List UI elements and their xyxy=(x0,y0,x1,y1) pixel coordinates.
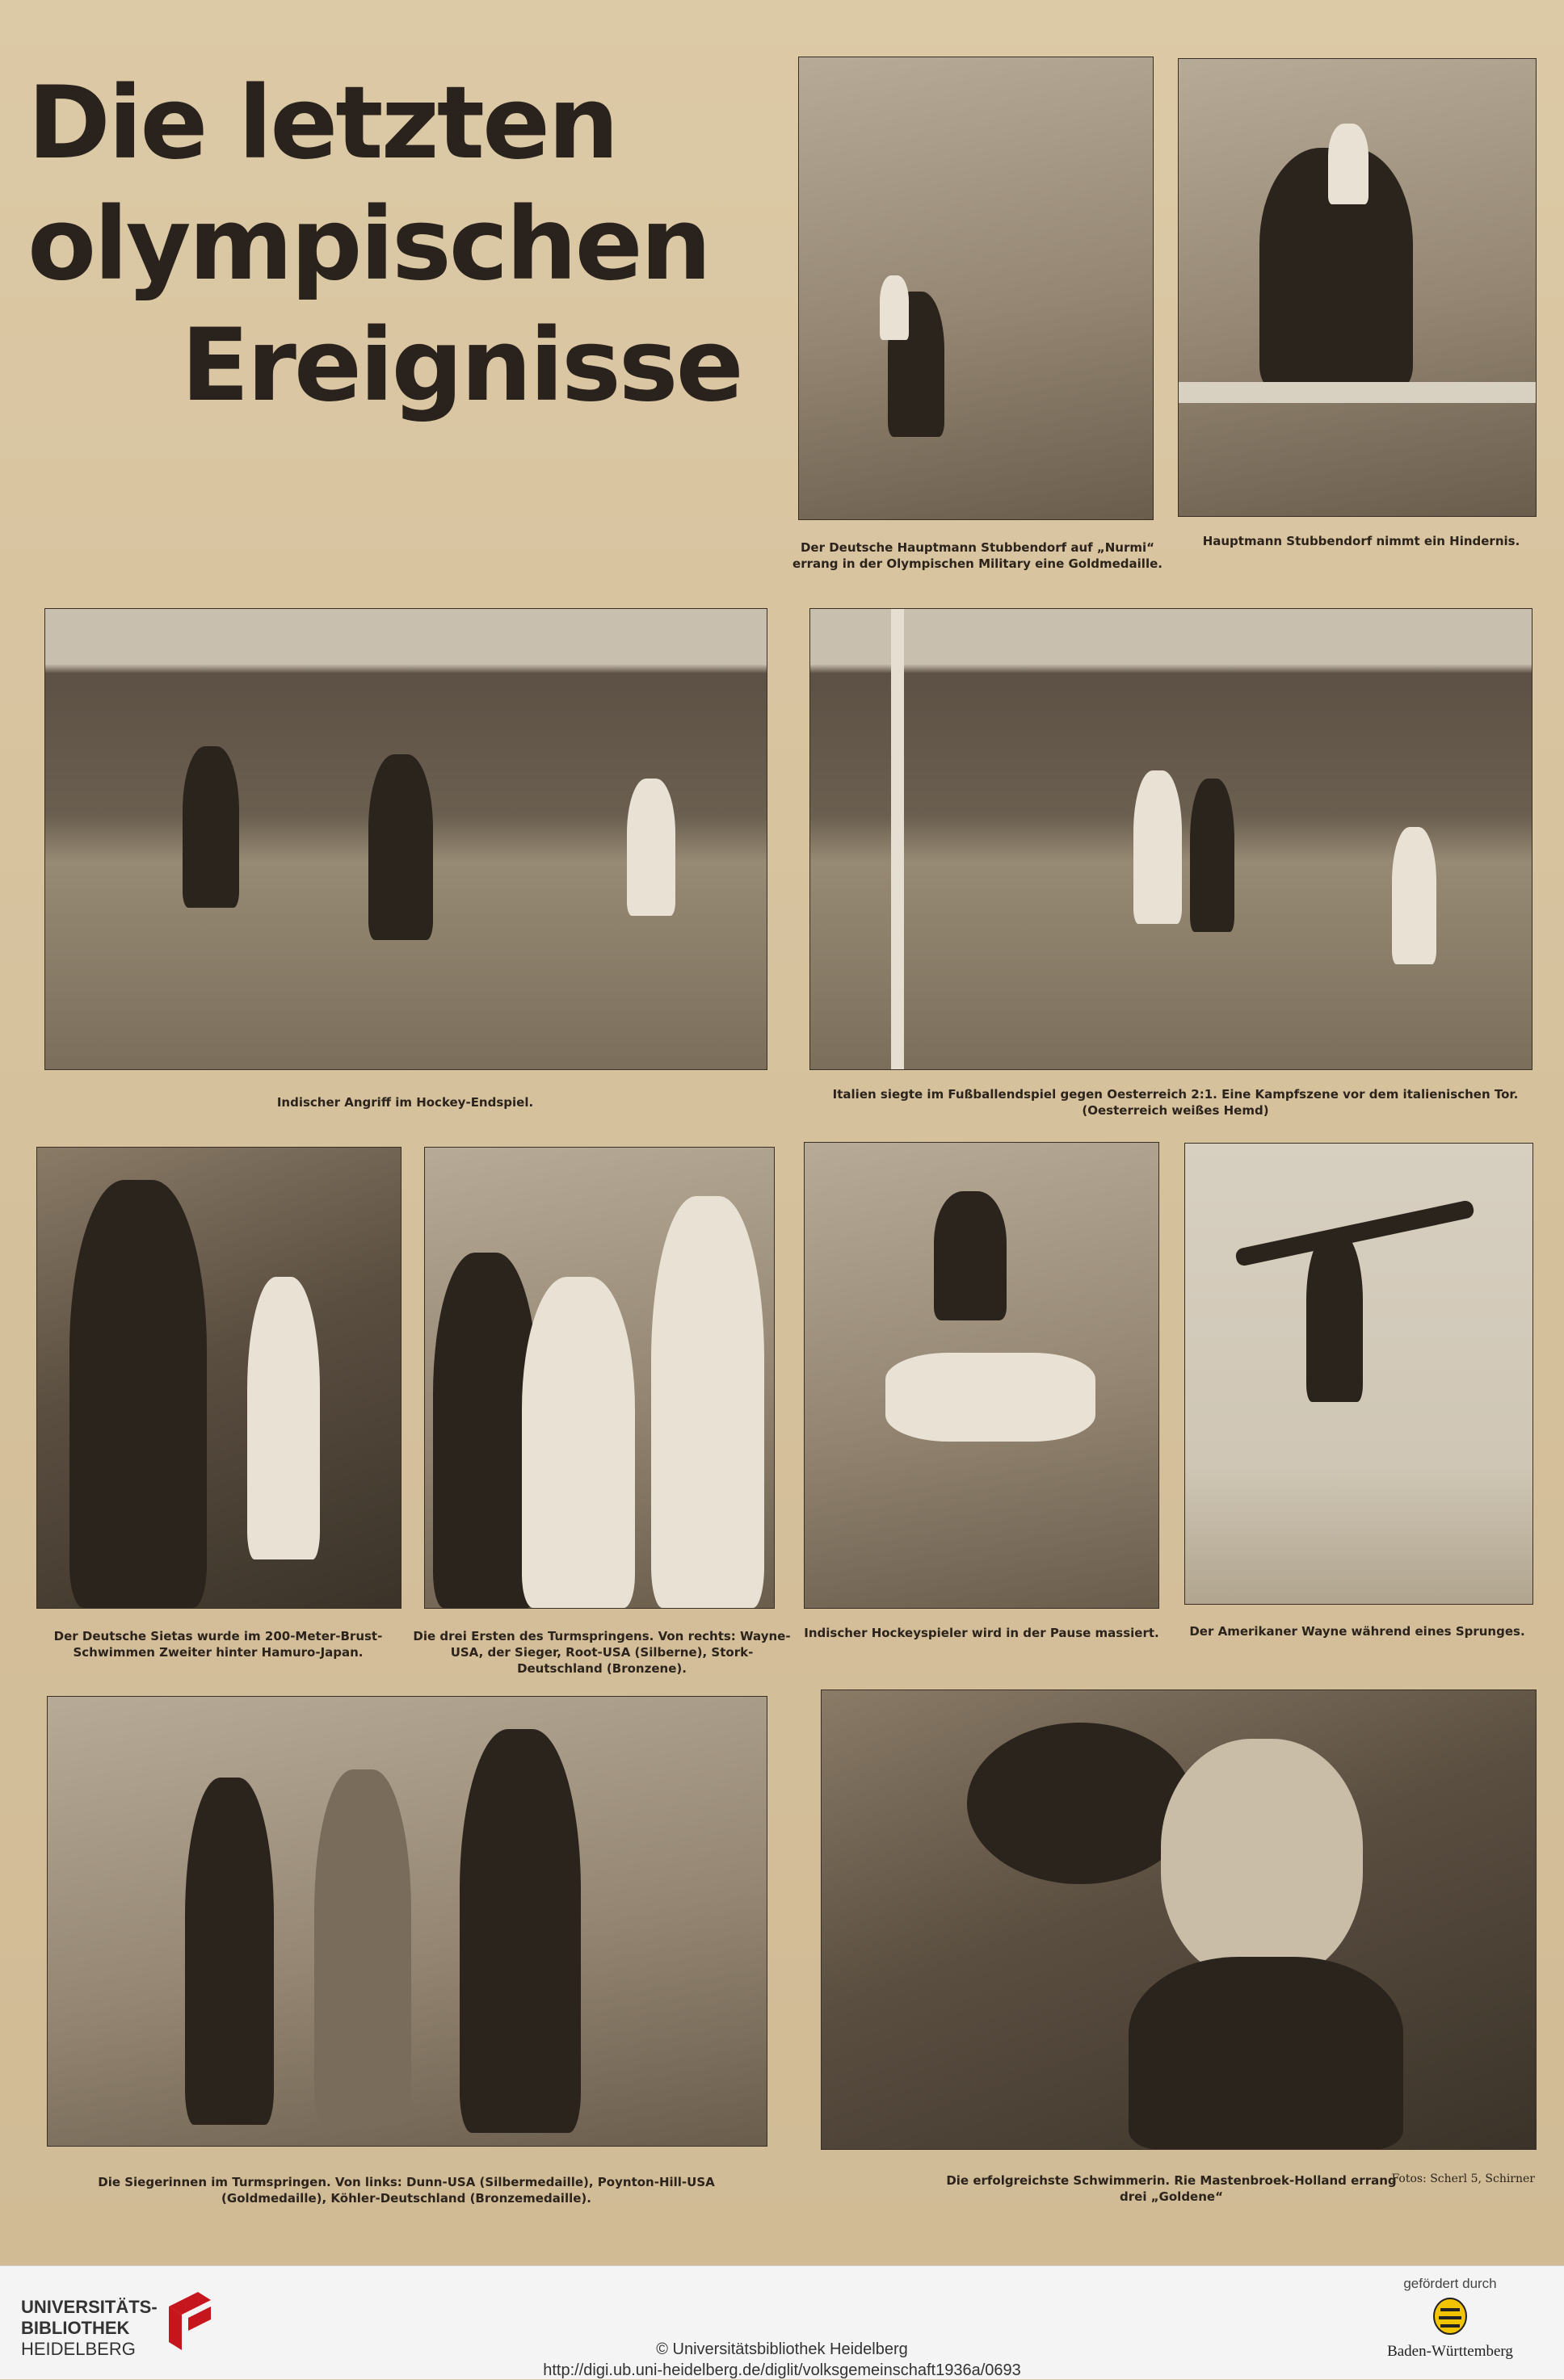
player-figure xyxy=(183,746,239,908)
diver-figure xyxy=(651,1196,764,1608)
ub-logo-line-2: BIBLIOTHEK xyxy=(21,2318,130,2338)
photo-mastenbroek xyxy=(821,1690,1537,2150)
player-figure xyxy=(1190,779,1234,932)
headline xyxy=(27,63,795,426)
hat-figure xyxy=(967,1723,1193,1884)
funder-name: Baden-Württemberg xyxy=(1387,2343,1513,2360)
caption-divers: Die drei Ersten des Turmspringens. Von rechts: Wayne-USA, der Sieger, Root-USA (Silberne), Stork-Deutschland (Bronzene). xyxy=(413,1629,791,1676)
rider-figure-white xyxy=(880,275,909,340)
footer xyxy=(0,2265,1564,2379)
photo-wayne-dive xyxy=(1184,1143,1533,1605)
diver-figure xyxy=(522,1277,635,1608)
ub-logo-line-3: HEIDELBERG xyxy=(21,2339,136,2359)
diver-figure xyxy=(185,1778,274,2125)
player-lying xyxy=(885,1353,1095,1442)
photo-women-divers xyxy=(47,1696,767,2147)
caption-wayne-dive: Der Amerikaner Wayne während eines Sprunges. xyxy=(1189,1624,1525,1639)
photo-military-jump xyxy=(798,57,1154,520)
caption-obstacle: Hauptmann Stubbendorf nimmt ein Hindernis. xyxy=(1202,534,1520,548)
player-figure xyxy=(368,754,433,940)
photo-football xyxy=(809,608,1532,1070)
photo-hockey-massage xyxy=(804,1142,1159,1609)
caption-military-jump: Der Deutsche Hauptmann Stubbendorf auf „Nurmi“ errang in der Olympischen Military eine Goldmedaille. xyxy=(793,540,1162,571)
diver-figure xyxy=(1306,1232,1363,1402)
ub-logo-line-1: UNIVERSITÄTS- xyxy=(21,2297,158,2317)
towel xyxy=(247,1277,320,1559)
photo-credit: Fotos: Scherl 5, Schirner xyxy=(1391,2172,1535,2185)
photo-divers xyxy=(424,1147,775,1609)
headline-line-3: Ereignisse xyxy=(181,308,742,424)
player-figure xyxy=(1392,827,1436,964)
player-figure xyxy=(1133,770,1182,924)
caption-swimmers: Der Deutsche Sietas wurde im 200-Meter-Brust-Schwimmen Zweiter hinter Hamuro-Japan. xyxy=(53,1629,383,1660)
caption-women-divers: Die Siegerinnen im Turmspringen. Von links: Dunn-USA (Silbermedaille), Poynton-Hill-USA (Goldmedaille), Köhler-Deutschland (Bronzemedaille). xyxy=(98,2175,715,2206)
photo-swimmers xyxy=(36,1147,402,1609)
photo-hockey-final xyxy=(44,608,767,1070)
copyright-notice: © Universitätsbibliothek Heidelberg xyxy=(656,2340,908,2358)
coat-of-arms-icon xyxy=(1432,2297,1468,2336)
headline-line-1: Die letzten xyxy=(27,65,617,182)
funded-by-label: gefördert durch xyxy=(1403,2276,1497,2291)
caption-hockey-final: Indischer Angriff im Hockey-Endspiel. xyxy=(276,1095,534,1110)
fence-rail xyxy=(1179,382,1536,403)
swimmer-figure xyxy=(69,1180,207,1608)
goalpost xyxy=(891,609,904,1069)
caption-hockey-massage: Indischer Hockeyspieler wird in der Pause massiert. xyxy=(804,1626,1159,1640)
masseur-figure xyxy=(934,1191,1007,1320)
swimmer-face xyxy=(1161,1739,1363,1981)
diver-figure xyxy=(314,1769,411,2125)
swimsuit xyxy=(1129,1957,1403,2149)
diver-figure xyxy=(460,1729,581,2133)
caption-football: Italien siegte im Fußballendspiel gegen Oesterreich 2:1. Eine Kampfszene vor dem italienischen Tor. (Oesterreich weißes Hemd) xyxy=(832,1087,1519,1118)
rider-figure xyxy=(1328,124,1368,204)
caption-mastenbroek: Die erfolgreichste Schwimmerin. Rie Mastenbroek-Holland errang drei „Goldene“ xyxy=(946,2173,1397,2204)
document-url[interactable]: http://digi.ub.uni-heidelberg.de/diglit/volksgemeinschaft1936a/0693 xyxy=(543,2361,1021,2379)
player-figure xyxy=(627,779,675,916)
headline-line-2: olympischen xyxy=(27,187,709,303)
photo-obstacle xyxy=(1178,58,1537,517)
